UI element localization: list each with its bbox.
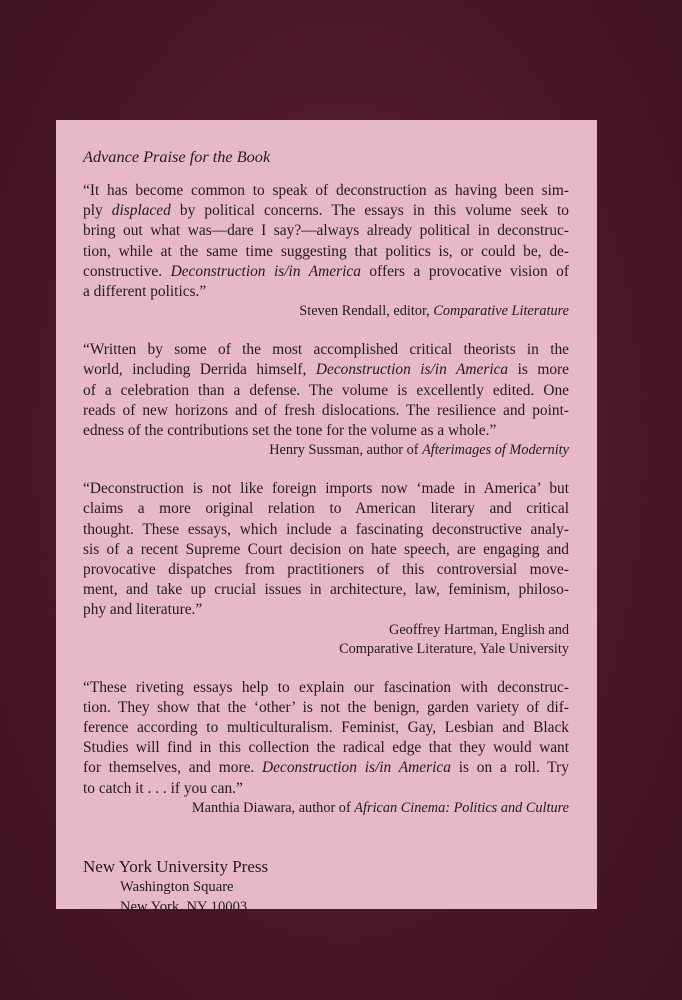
quote-line: tion, while at the same time suggesting that politics is, or could be, de- <box>83 242 569 260</box>
advance-praise-heading: Advance Praise for the Book <box>83 147 271 166</box>
praise-quote <box>83 479 569 658</box>
italic-title: Deconstruction is/in America <box>170 262 361 280</box>
quote-line: for themselves, and more. Deconstruction is/in America is on a roll. Try <box>83 759 569 777</box>
publisher-name: New York University Press <box>83 856 269 876</box>
quote-line: to catch it . . . if you can.” <box>83 779 243 797</box>
quote-line: bring out what was—dare I say?—always already political in deconstruc- <box>83 222 569 240</box>
italic-title: African Cinema: Politics and Culture <box>354 799 569 816</box>
attribution-line: Manthia Diawara, author of African Cinema: Politics and Culture <box>191 799 569 816</box>
italic-title: Deconstruction is/in America <box>315 361 509 379</box>
back-cover-panel <box>56 120 597 915</box>
publisher-address-line2: New York, NY 10003 <box>120 898 248 915</box>
italic-title: Deconstruction is/in America <box>262 759 451 777</box>
quote-line: a different politics.” <box>83 283 207 301</box>
quote-line: ference according to multiculturalism. Feminist, Gay, Lesbian and Black <box>83 719 569 737</box>
italic-title: Afterimages of Modernity <box>422 442 569 459</box>
publisher-block <box>83 856 569 917</box>
quote-line: reads of new horizons and of fresh dislocations. The resilience and point- <box>83 401 569 419</box>
quote-line: thought. These essays, which include a fascinating deconstructive analy- <box>83 520 569 538</box>
quote-line: claims a more original relation to American literary and critical <box>83 500 569 518</box>
attribution-line: Henry Sussman, author of Afterimages of Modernity <box>269 442 569 459</box>
attribution-line: Geoffrey Hartman, English and <box>389 621 569 638</box>
quote-line: sis of a recent Supreme Court decision on hate speech, are engaging and <box>83 540 569 558</box>
quote-line: phy and literature.” <box>83 601 203 619</box>
quote-line: edness of the contributions set the tone for the volume as a whole.” <box>83 422 497 440</box>
quote-line: world, including Derrida himself, Deconstruction is/in America is more <box>83 361 569 379</box>
quote-line: constructive. Deconstruction is/in America offers a provocative vision of <box>83 262 569 280</box>
attribution-line: Comparative Literature, Yale University <box>339 640 569 657</box>
praise-quote <box>83 181 569 321</box>
italic-title: displaced <box>111 202 171 220</box>
attribution-line: Steven Rendall, editor, Comparative Literature <box>299 303 569 320</box>
praise-quotes <box>83 181 569 818</box>
praise-quote <box>83 340 569 460</box>
quote-line: of a celebration than a defense. The volume is excellently edited. One <box>83 381 569 399</box>
quote-line: tion. They show that the ‘other’ is not the benign, garden variety of dif- <box>83 698 569 716</box>
quote-attribution <box>83 302 569 321</box>
quote-line: provocative dispatches from practitioners of this controversial move- <box>83 561 569 579</box>
quote-attribution <box>83 621 569 659</box>
quote-attribution <box>83 799 569 818</box>
quote-attribution <box>83 441 569 460</box>
quote-line: “These riveting essays help to explain our fascination with deconstruc- <box>83 678 569 696</box>
italic-title: Comparative Literature <box>433 303 569 320</box>
quote-line: Studies will find in this collection the radical edge that they would want <box>83 739 569 757</box>
quote-line: ment, and take up crucial issues in architecture, law, feminism, philoso- <box>83 581 569 599</box>
quote-line: “Written by some of the most accomplished critical theorists in the <box>83 341 569 359</box>
quote-line: “Deconstruction is not like foreign imports now ‘made in America’ but <box>83 480 569 498</box>
quote-line: “It has become common to speak of deconstruction as having been sim- <box>83 182 569 199</box>
publisher-address-line1: Washington Square <box>120 878 234 895</box>
praise-quote <box>83 678 569 818</box>
quote-line: ply displaced by political concerns. The essays in this volume seek to <box>83 202 570 220</box>
